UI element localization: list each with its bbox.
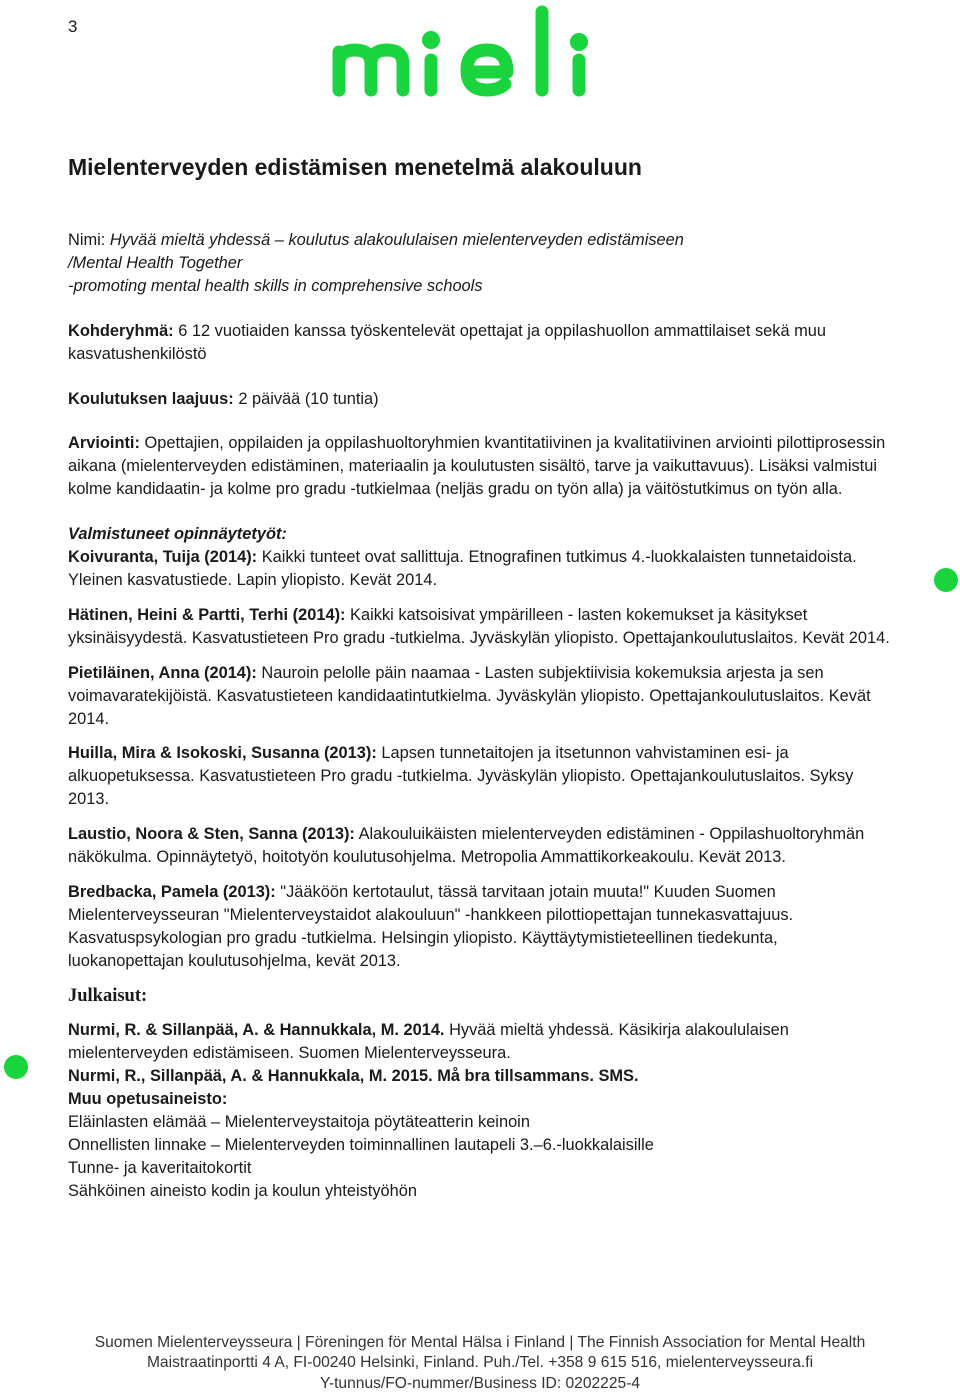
thesis-text: Kaikki tunteet ovat sallittuja. Etnografinen tutkimus 4.-luokkalaisten tunnetaidoista. Yleinen kasvatustiede. Lapin yliopisto. Kevät 2014. (68, 548, 857, 589)
evaluation-text: Opettajien, oppilaiden ja oppilashuoltoryhmien kvantitatiivinen ja kvalitatiivinen arviointi pilottiprosessin aikana (mielenterveyden edistäminen, materiaalin ja koulutusten sisältö, tarve ja vaikuttavuus). Lisäksi valmistui kolme kandidaatin- ja kolme pro gradu -tutkielmaa (neljäs gradu on työn alla) ja väitöstutkimus on työn alla. (68, 434, 886, 499)
document-title: Mielenterveyden edistämisen menetelmä alakouluun (68, 154, 642, 180)
thesis-item (68, 546, 898, 592)
thesis-item (68, 662, 898, 731)
mieli-logo (327, 2, 627, 98)
name-label: Nimi: (68, 231, 106, 249)
target-group-label: Kohderyhmä: (68, 321, 174, 340)
theses-heading: Valmistuneet opinnäytetyöt: (68, 525, 287, 544)
green-dot-decoration (934, 568, 958, 592)
publications-heading: Julkaisut: (68, 985, 148, 1006)
training-scope (68, 388, 898, 411)
name-section (68, 229, 898, 298)
thesis-author: Pietiläinen, Anna (2014): (68, 663, 257, 682)
thesis-text: "Jääköön kertotaulut, tässä tarvitaan jotain muuta!" Kuuden Suomen Mielenterveysseuran "Mielenterveystaidot alakouluun" -hankkeen pilottiopettajan tunnekasvattajuus. Kasvatuspsykologian pro gradu -tutkielma. Helsingin yliopisto. Käyttäytymistieteellinen tiedekunta, luokanopettajan koulutusohjelma, kevät 2013. (68, 882, 794, 970)
thesis-author: Huilla, Mira & Isokoski, Susanna (2013): (68, 744, 377, 763)
thesis-text: Nauroin pelolle päin naamaa - Lasten subjektiivisia kokemuksia arjesta ja sen voimavaratekijöistä. Kasvatustieteen kandidaatintutkielma. Jyväskylän yliopisto. Opettajankoulutuslaitos. Kevät 2014. (68, 663, 871, 728)
green-dot-decoration (4, 1055, 28, 1079)
thesis-text: Lapsen tunnetaitojen ja itsetunnon vahvistaminen esi- ja alkuopetuksessa. Kasvatustieteen Pro gradu -tutkielma. Jyväskylän yliopisto. Opettajankoulutuslaitos. Syksy 2013. (68, 744, 854, 809)
thesis-text: Alakouluikäisten mielenterveyden edistäminen - Oppilashuoltoryhmän näkökulma. Opinnäytetyö, hoitotyön koulutusohjelma. Metropolia Ammattikorkeakoulu. Kevät 2013. (68, 825, 865, 867)
other-material-item: Eläinlasten elämää – Mielenterveystaitoja pöytäteatterin keinoin (68, 1113, 530, 1132)
name-line1: Hyvää mieltä yhdessä – koulutus alakoululaisen mielenterveyden edistämiseen (109, 231, 684, 249)
thesis-author: Bredbacka, Pamela (2013): (68, 882, 276, 901)
evaluation-label: Arviointi: (68, 434, 140, 453)
thesis-item (68, 742, 898, 811)
evaluation (68, 432, 898, 501)
document-body (68, 229, 898, 1203)
target-group (68, 320, 898, 366)
name-line3: -promoting mental health skills in comprehensive schools (68, 276, 483, 295)
publication-item: Nurmi, R., Sillanpää, A. & Hannukkala, M. 2015. Må bra tillsammans. SMS. (68, 1067, 639, 1086)
name-line2: /Mental Health Together (68, 253, 243, 272)
footer-address: Maistraatinportti 4 A, FI-00240 Helsinki, Finland. Puh./Tel. +358 9 615 516, mielenterveysseura.fi (146, 1354, 814, 1372)
other-material-item: Tunne- ja kaveritaitokortit (68, 1158, 252, 1177)
other-material-item: Sähköinen aineisto kodin ja koulun yhteistyöhön (68, 1181, 417, 1200)
thesis-author: Koivuranta, Tuija (2014): (68, 548, 258, 567)
thesis-item (68, 604, 898, 650)
publication-item (68, 1019, 898, 1065)
other-material-item: Onnellisten linnake – Mielenterveyden toiminnallinen lautapeli 3.–6.-luokkalaisille (68, 1136, 654, 1154)
thesis-author: Hätinen, Heini & Partti, Terhi (2014): (68, 605, 346, 624)
thesis-item (68, 823, 898, 869)
training-scope-text: 2 päivää (10 tuntia) (238, 389, 379, 408)
thesis-author: Laustio, Noora & Sten, Sanna (2013): (68, 825, 355, 844)
footer-business-id: Y-tunnus/FO-nummer/Business ID: 0202225-4 (319, 1374, 641, 1392)
footer-organization: Suomen Mielenterveysseura | Föreningen för Mental Hälsa i Finland | The Finnish Association for Mental Health (94, 1334, 866, 1351)
publication-text: Hyvää mieltä yhdessä. Käsikirja alakoululaisen mielenterveyden edistämiseen. Suomen Mielenterveysseura. (68, 1021, 789, 1063)
other-material-heading: Muu opetusaineisto: (68, 1090, 228, 1109)
publication-author: Nurmi, R. & Sillanpää, A. & Hannukkala, M. 2014. (68, 1021, 445, 1040)
thesis-item (68, 881, 898, 973)
footer (0, 1333, 960, 1394)
page-number: 3 (68, 17, 78, 36)
thesis-text: Kaikki katsoisivat ympärilleen - lasten kokemukset ja käsitykset yksinäisyydestä. Kasvatustieteen Pro gradu -tutkielma. Jyväskylän yliopisto. Opettajankoulutuslaitos. Kevät 2014. (68, 605, 890, 647)
target-group-text: 6 12 vuotiaiden kanssa työskentelevät opettajat ja oppilashuollon ammattilaiset sekä muu kasvatushenkilöstö (68, 321, 827, 363)
training-scope-label: Koulutuksen laajuus: (68, 389, 234, 408)
